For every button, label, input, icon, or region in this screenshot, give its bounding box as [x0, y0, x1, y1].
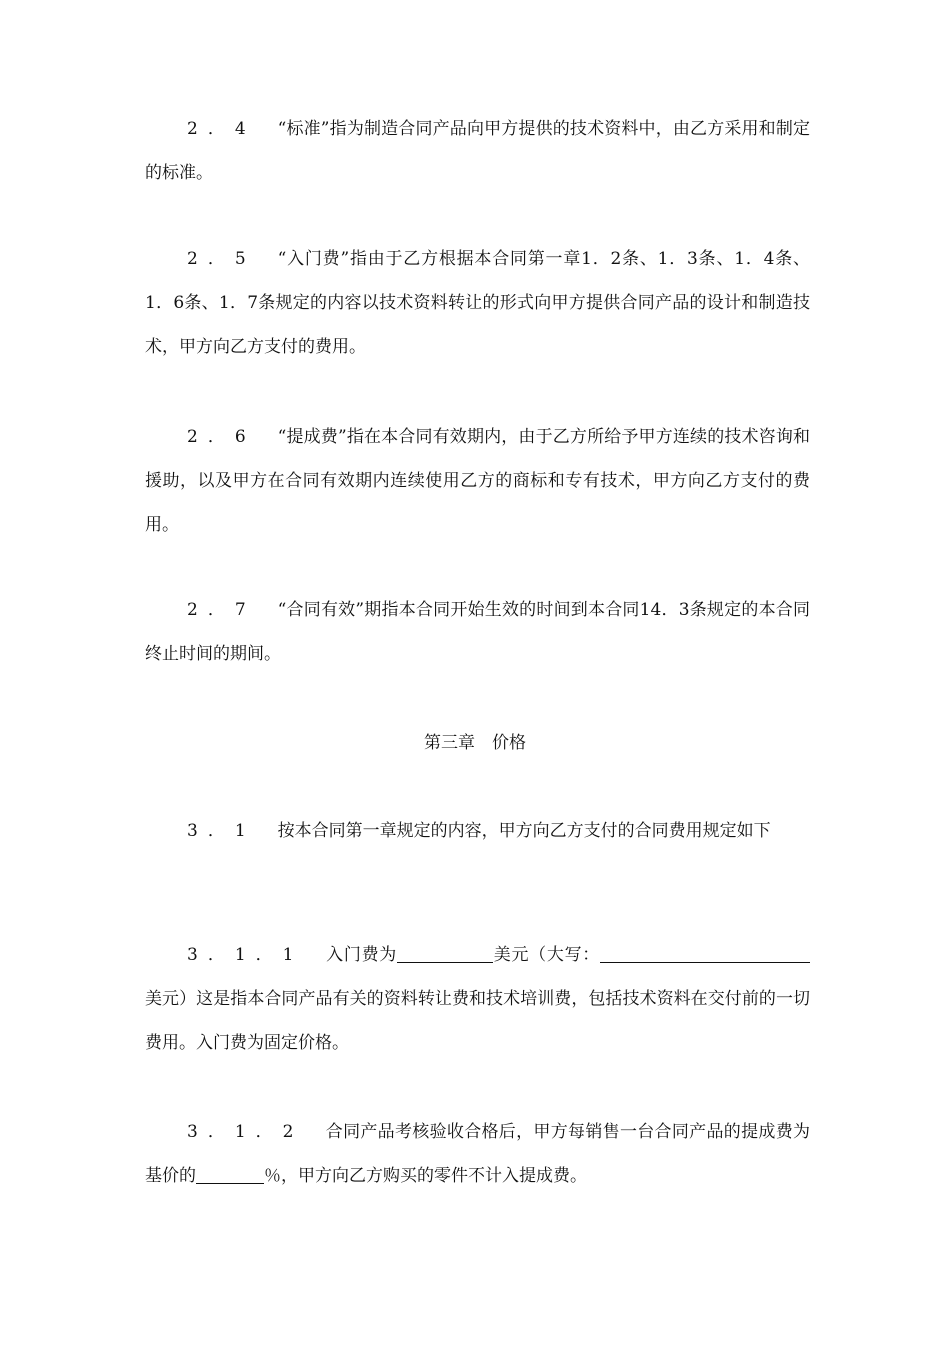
clause-number: 2．7: [187, 600, 256, 620]
clause-text-a: 合同产品考核验收合格后，甲方每销售一台合同产品的提成费为基价的: [145, 1122, 810, 1186]
clause-text-a: 入门费为: [325, 945, 398, 965]
clause-2-5: [145, 237, 810, 369]
clause-text: 按本合同第一章规定的内容，甲方向乙方支付的合同费用规定如下: [277, 821, 771, 841]
clause-3-1-2: [145, 1110, 810, 1198]
clause-text: “合同有效”期指本合同开始生效的时间到本合同14．3条规定的本合同终止时间的期间。: [145, 600, 810, 664]
clause-text: “标准”指为制造合同产品向甲方提供的技术资料中，由乙方采用和制定的标准。: [145, 119, 810, 183]
clause-number: 2．6: [187, 427, 256, 447]
clause-number: 3．1: [187, 821, 256, 841]
clause-3-1-1: [145, 933, 810, 1065]
clause-2-7: [145, 588, 810, 676]
amount-in-words-blank: [600, 944, 810, 963]
clause-text-b: 美元（大写：: [493, 945, 601, 965]
clause-2-4: [145, 107, 810, 195]
clause-text: “提成费”指在本合同有效期内，由于乙方所给予甲方连续的技术咨询和援助，以及甲方在合同有效期内连续使用乙方的商标和专有技术，甲方向乙方支付的费用。: [145, 427, 810, 535]
clause-text: “入门费”指由于乙方根据本合同第一章1．2条、1．3条、1．4条、1．6条、1．7条规定的内容以技术资料转让的形式向甲方提供合同产品的设计和制造技术，甲方向乙方支付的费用。: [145, 249, 810, 357]
clause-3-1: [145, 809, 810, 853]
chapter-3-heading: 第三章 价格: [424, 733, 526, 753]
entrance-fee-blank: [397, 944, 493, 963]
clause-2-6: [145, 415, 810, 547]
clause-number: 2．4: [187, 119, 256, 139]
clause-text-c: 美元）这是指本合同产品有关的资料转让费和技术培训费，包括技术资料在交付前的一切费用。入门费为固定价格。: [145, 989, 810, 1053]
clause-number: 3．1．2: [187, 1122, 304, 1142]
clause-number: 3．1．1: [187, 945, 304, 965]
royalty-percent-blank: [196, 1165, 264, 1184]
clause-number: 2．5: [187, 249, 256, 269]
clause-text-b: ％，甲方向乙方购买的零件不计入提成费。: [264, 1166, 587, 1186]
